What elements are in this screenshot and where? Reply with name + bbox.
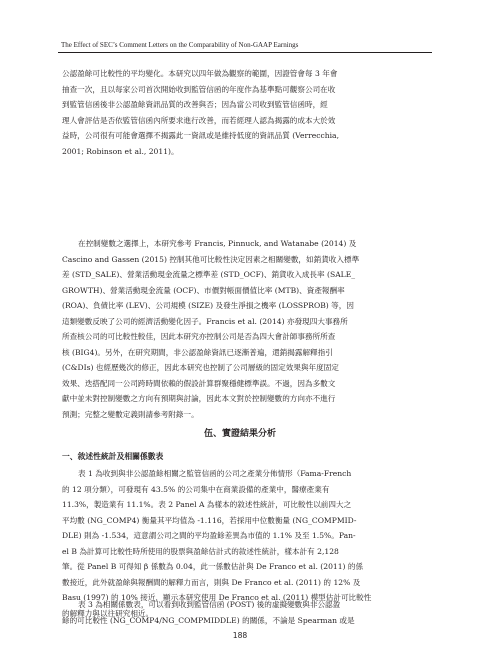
text-line: 2001; Robinson et al., 2011)。 (62, 146, 179, 156)
text-line: 數接近，此外就盈餘與報酬間的解釋力而言，則與 De Franco et al. (2011) 的 12% 及 (62, 577, 361, 587)
text-line: 到監管信函後非公認盈餘資訊品質的改善與否；因為當公司收到監管信函時，經 (62, 100, 328, 109)
text-line: 表 1 為收到與非公認盈餘相關之監管信函的公司之產業分佈情形（Fama-French (78, 469, 352, 478)
text-line: 的 12 項分類），可發現有 43.5% 的公司集中在商業設備的產業中，醫療產業有 (62, 484, 330, 494)
text-line: 理人會評估是否依監管信函內所要求進行改善，而若經理人認為揭露的成本大於效 (62, 115, 336, 125)
text-line: 平均數 (NG_COMP4) 衡量其平均值為 -1.116，若採用中位數衡量 (NG_COMPMID- (62, 515, 357, 525)
text-line: 預測；完整之變數定義則請參考附錄一。 (62, 409, 199, 419)
text-line: (C&DIs) 也經歷幾次的修正，因此本研究也控制了公司層級的固定效果與年度固定 (62, 363, 339, 372)
header-divider (58, 52, 432, 53)
text-line: 獻中並未對控制變數之方向有預期與討論，因此本文對於控制變數的方向亦不進行 (62, 394, 336, 403)
text-line: 差 (STD_SALE)、營業活動現金流量之標準差 (STD_OCF)、銷貨收入成長率 (SALE_ (62, 270, 356, 279)
text-line: 所查核公司的可比較性較佳，因此本研究亦控制公司是否為四大會計師事務所所查 (62, 332, 336, 341)
text-line: 益時，公司很有可能會選擇不揭露此一資訊或是維持低度的資訊品質 (Verrecchia, (62, 131, 339, 140)
text-line: Basu (1997) 的 10% 接近，顯示本研究使用 De Franco et al. (2011) 模型估計可比較性 (62, 593, 372, 602)
section-heading: 伍、實證結果分析 (203, 429, 276, 439)
paragraph-4 (62, 597, 426, 628)
text-line: 的解釋力與以往研究相近。 (62, 608, 154, 618)
subsection-heading: 一、敘述性統計及相關係數表 (62, 452, 164, 461)
text-line: 11.3%，製造業有 11.1%。表 2 Panel A 為樣本的敘述性統計，可比較性以前四大之 (62, 500, 352, 509)
paragraph-2 (62, 236, 426, 422)
text-line: 筆。從 Panel B 可得知 β 係數為 0.04，此一係數估計與 De Franco et al. (2011) 的係 (62, 562, 364, 571)
text-line: DLE) 則為 -1.534，這意謂公司之間的平均盈餘差異為市值的 1.1% 及至 1.5%。Pan- (62, 531, 356, 540)
text-line: 抽查一次，且以每家公司首次開始收到監管信函的年度作為基準點可觀察公司在收 (62, 84, 336, 94)
running-header: The Effect of SEC’s Comment Letters on the Comparability of Non-GAAP Earnings (61, 41, 299, 49)
text-line: 公認盈餘可比較性的平均變化。本研究以四年做為觀察的範圍，因證管會每 3 年會 (62, 69, 338, 78)
paragraph-1 (62, 66, 426, 159)
text-line: Cascino and Gassen (2015) 控制其他可比較性決定因素之相關變數，如銷貨收入標準 (62, 254, 360, 264)
text-line: el B 為計算可比較性時所使用的股票與盈餘估計式的敘述性統計，樣本計有 2,128 (62, 546, 339, 556)
text-line: 表 3 為相關係數表，可以看到收到監管信函 (POST) 後的虛擬變數與非公認盈 (78, 600, 341, 609)
text-line: 餘的可比較性 (NG_COMP4/NG_COMPMIDDLE) 的關係，不論是 Spearman 或是 (62, 615, 355, 625)
text-line: 效果、迭搭配同一公司跨時間依賴的假設計算群聚穩健標準誤。不過，因為多數文 (62, 378, 336, 388)
text-line: GROWTH)、營業活動現金流量 (OCF)、市價對帳面價值比率 (MTB)、資產報酬率 (62, 285, 345, 295)
text-line: 在控制變數之選擇上，本研究參考 Francis, Pinnuck, and Watanabe (2014) 及 (78, 239, 357, 248)
text-line: 核 (BIG4)。另外，在研究期間，非公認盈餘資訊已逐漸普遍，還銷揭露解釋指引 (62, 347, 333, 357)
text-line: (ROA)、負債比率 (LEV)、公司規模 (SIZE) 及發生淨損之機率 (LOSSPROB) 等，因 (62, 301, 354, 310)
page-number: 188 (232, 631, 248, 640)
text-line: 這類變數反映了公司的經濟活動變化因子。Francis et al. (2014) 亦發現四大事務所 (62, 316, 348, 326)
